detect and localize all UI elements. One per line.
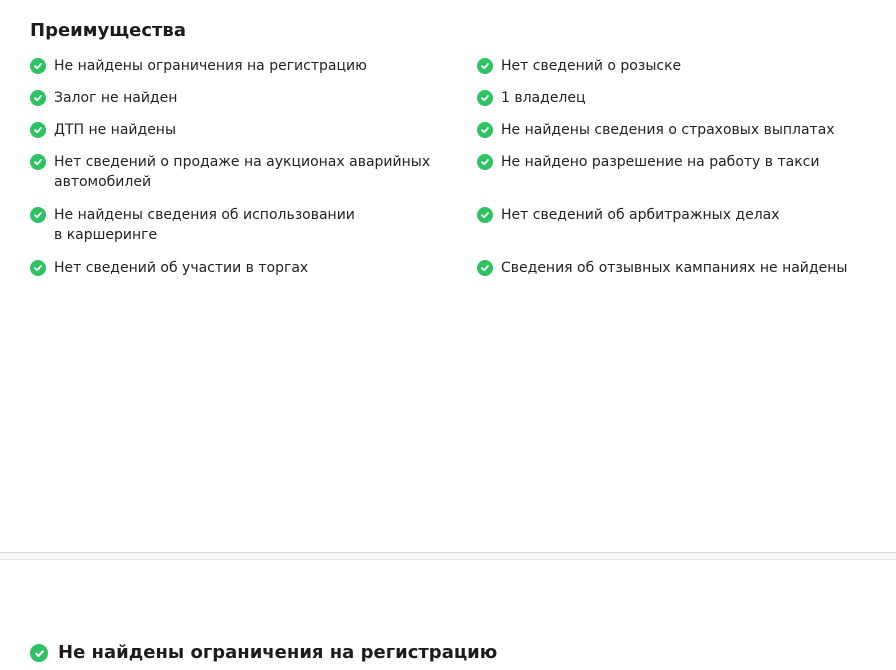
advantage-label: Не найдены ограничения на регистрацию [54,58,367,74]
advantage-label: Сведения об отзывных кампаниях не найдены [501,260,848,276]
advantage-item [477,56,681,76]
advantage-item [477,120,835,140]
advantage-label: Не найдено разрешение на работу в такси [501,154,820,170]
check-circle-icon [477,207,493,223]
advantage-item [30,56,367,76]
advantage-label: Нет сведений о розыске [501,58,682,74]
detail-heading-text: Не найдены ограничения на регистрацию [58,642,498,663]
check-circle-icon [30,58,46,74]
advantage-label: 1 владелец [501,90,586,106]
detail-heading [30,640,497,666]
advantage-label: Нет сведений об арбитражных делах [501,207,780,223]
check-circle-icon [30,207,46,223]
check-circle-icon [30,122,46,138]
check-circle-icon [477,58,493,74]
advantage-item [30,258,308,278]
advantage-item [477,152,819,172]
advantage-item [30,152,430,192]
advantage-label: Нет сведений об участии в торгах [54,260,309,276]
advantage-item [30,205,355,245]
advantage-label: Не найдены сведения об использовании в каршеринге [54,207,355,243]
advantage-label: Не найдены сведения о страховых выплатах [501,122,835,138]
check-circle-icon [30,260,46,276]
advantage-item [477,205,780,225]
check-circle-icon [30,154,46,170]
section-divider [0,552,896,560]
check-circle-icon [30,90,46,106]
advantage-item [30,120,176,140]
advantage-label: Залог не найден [54,90,178,106]
advantage-label: ДТП не найдены [54,122,177,138]
advantage-item [30,88,177,108]
check-circle-icon [477,154,493,170]
check-circle-icon [477,260,493,276]
advantage-item [477,88,586,108]
advantage-item [477,258,847,278]
check-circle-icon [477,90,493,106]
advantage-label: Нет сведений о продаже на аукционах аварийных автомобилей [54,154,431,190]
advantages-title: Преимущества [30,20,186,41]
check-circle-icon [30,644,48,662]
check-circle-icon [477,122,493,138]
